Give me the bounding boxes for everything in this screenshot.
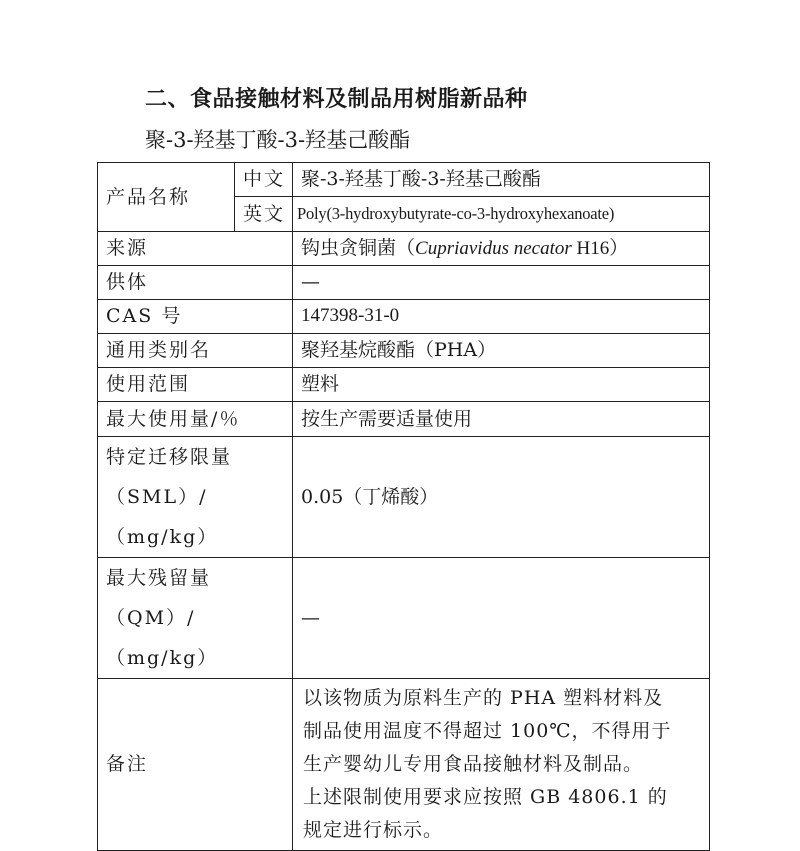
- row-source: [98, 232, 710, 266]
- row-notes: [98, 679, 710, 851]
- row-max-usage: [98, 402, 710, 437]
- donor-value: —: [293, 266, 710, 300]
- notes-line: 以该物质为原料生产的 PHA 塑料材料及: [303, 687, 664, 709]
- qm-label: [98, 558, 293, 679]
- row-cas: [98, 300, 710, 334]
- en-name-label: 英文: [235, 197, 293, 232]
- row-scope: [98, 368, 710, 402]
- source-species: Cupriavidus necator: [415, 237, 572, 259]
- cas-label: CAS 号: [98, 300, 293, 334]
- en-name-value: Poly(3-hydroxybutyrate-co-3-hydroxyhexanoate): [293, 197, 710, 232]
- source-value: [293, 232, 710, 266]
- scope-value: 塑料: [293, 368, 710, 402]
- source-label: 来源: [98, 232, 293, 266]
- qm-value: —: [293, 558, 710, 679]
- max-usage-value: 按生产需要适量使用: [293, 402, 710, 437]
- section-heading: 二、食品接触材料及制品用树脂新品种: [145, 87, 528, 112]
- zh-name-label: 中文: [235, 163, 293, 197]
- notes-line: 制品使用温度不得超过 100℃，不得用于: [303, 720, 672, 742]
- qm-label-line1: 最大残留量: [106, 567, 212, 589]
- notes-label: 备注: [98, 679, 293, 851]
- zh-name-value: 聚-3-羟基丁酸-3-羟基己酸酯: [293, 163, 710, 197]
- sml-value: 0.05（丁烯酸）: [293, 437, 710, 558]
- cas-value: 147398-31-0: [293, 300, 710, 334]
- generic-name-value: 聚羟基烷酸酯（PHA）: [293, 334, 710, 368]
- sml-label-line2: （SML）/（mg/kg）: [106, 486, 219, 548]
- scope-label: 使用范围: [98, 368, 293, 402]
- row-generic-name: [98, 334, 710, 368]
- sml-label-line1: 特定迁移限量: [106, 446, 233, 468]
- product-name-label: 产品名称: [98, 163, 235, 232]
- source-value-prefix: 钩虫贪铜菌（: [301, 236, 416, 259]
- max-usage-label: 最大使用量/％: [98, 402, 293, 437]
- source-value-suffix: H16）: [571, 237, 629, 259]
- row-qm: [98, 558, 710, 679]
- spec-table: [97, 162, 710, 851]
- generic-name-label: 通用类别名: [98, 334, 293, 368]
- qm-label-line2: （QM）/（mg/kg）: [106, 607, 219, 669]
- substance-title: 聚-3-羟基丁酸-3-羟基己酸酯: [145, 128, 411, 152]
- donor-label: 供体: [98, 266, 293, 300]
- notes-line: 生产婴幼儿专用食品接触材料及制品。: [303, 753, 644, 775]
- sml-label: [98, 437, 293, 558]
- notes-line: 上述限制使用要求应按照 GB 4806.1 的: [303, 786, 668, 808]
- row-product-name-zh: [98, 163, 710, 197]
- notes-line: 规定进行标示。: [303, 819, 444, 841]
- notes-value: [293, 679, 710, 851]
- row-sml: [98, 437, 710, 558]
- row-donor: [98, 266, 710, 300]
